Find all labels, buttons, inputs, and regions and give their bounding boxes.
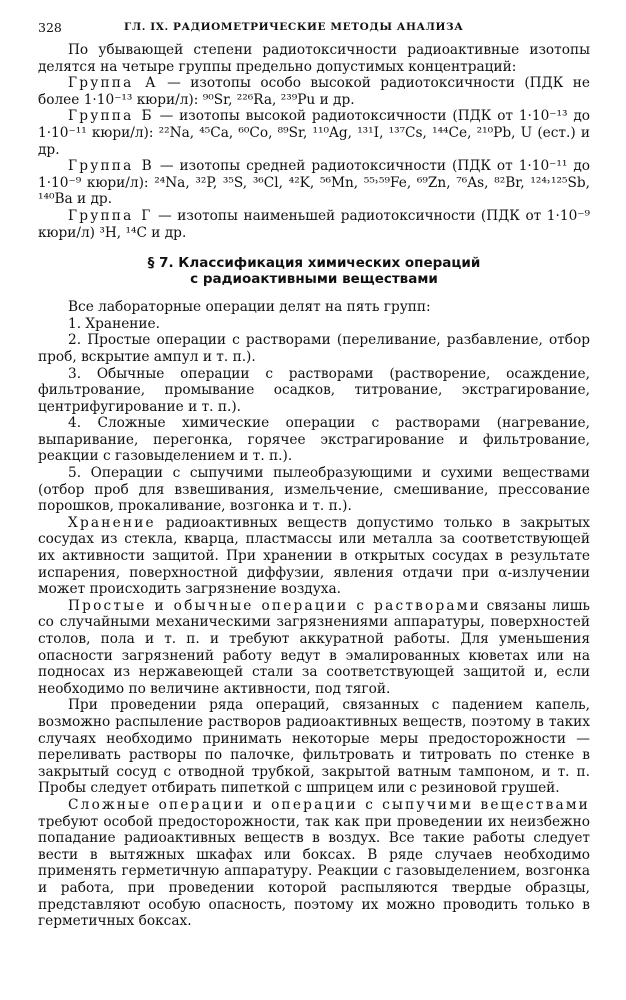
group-a-name: Группа А <box>68 75 158 92</box>
group-v: Группа В — изотопы средней радиотоксичности (ПДК от 1·10⁻¹¹ до 1·10⁻⁹ кюри/л): ²⁴Na, ³²P, ³⁵S, ³⁶Cl, ⁴²K, ⁵⁶Mn, ⁵⁵˒⁵⁹Fe, ⁶⁹Zn, ⁷⁶As, ⁸²Br, ¹²⁴˒¹²⁵Sb, ¹⁴⁰Ba и др. <box>38 158 591 208</box>
simple-ops-lead: Простые и обычные операции с растворами <box>68 597 481 614</box>
group-g-name: Группа Г <box>68 207 153 224</box>
section-heading <box>38 255 590 287</box>
group-b-text: изотопы высокой радиотоксичности (ПДК от 1·10⁻¹³ до 1·10⁻¹¹ кюри/л): ²²Na, ⁴⁵Ca, ⁶⁰Co, ⁸⁹Sr, ¹¹⁰Ag, ¹³¹I, ¹³⁷Cs, ¹⁴⁴Ce, ²¹⁰Pb, U (ест.) и др. <box>38 108 591 158</box>
simple-ops-text: связаны лишь со случайными механическими загрязнениями аппаратуры, поверхностей столов, пола и т. п. и требуют аккуратной работы. Для уменьшения опасности загрязнений работу ведут в эмалированных кюветах или на подносах из нержавеющей стали за соответствующей защитой и, если необходимо по величине активности, под тягой. <box>38 597 590 697</box>
storage-lead: Хранение <box>68 514 156 531</box>
storage-paragraph <box>38 515 590 598</box>
op-item-4: 4. Сложные химические операции с растворами (нагревание, выпаривание, перегонка, горячее экстрагирование и фильтрование, реакции с газовыделением и т. п.). <box>38 415 590 465</box>
op-item-5: 5. Операции с сыпучими пылеобразующими и сухими веществами (отбор проб для взвешивания, измельчение, смешивание, прессование порошков, прокаливание, возгонка и т. п.). <box>38 465 590 515</box>
group-g-text: изотопы наименьшей радиотоксичности (ПДК от 1·10⁻⁹ кюри/л) ³H, ¹⁴C и др. <box>38 207 590 241</box>
intro-paragraph: По убывающей степени радиотоксичности радиоактивные изотопы делятся на четыре группы предельно допустимых концентраций: <box>38 42 590 75</box>
section-title-line-2: с радиоактивными веществами <box>190 271 438 288</box>
running-title: ГЛ. IX. РАДИОМЕТРИЧЕСКИЕ МЕТОДЫ АНАЛИЗА <box>124 21 464 33</box>
ops-intro: Все лабораторные операции делят на пять групп: <box>68 299 431 316</box>
group-a-text: изотопы особо высокой радиотоксичности (ПДК не более 1·10⁻¹³ кюри/л): ⁹⁰Sr, ²²⁶Ra, ²³⁹Pu и др. <box>38 75 590 108</box>
op-item-2: 2. Простые операции с растворами (переливание, разбавление, отбор проб, вскрытие ампул и т. п.). <box>38 332 590 365</box>
drops-paragraph: При проведении ряда операций, связанных с падением капель, возможно распыление растворов радиоактивных веществ, поэтому в таких случаях необходимо принимать некоторые меры предосторожности — переливать растворы по палочке, фильтровать и титровать по стенке в закрытый сосуд с отводной трубкой, закрытой ватным тампоном, и т. п. Пробы следует отбирать пипеткой с шприцем или с резиновой грушей. <box>38 697 590 797</box>
section-title-line-1: § 7. Классификация химических операций <box>147 255 481 272</box>
book-page <box>38 18 590 930</box>
op-item-3: 3. Обычные операции с растворами (растворение, осаждение, фильтрование, промывание осадков, титрование, экстрагирование, центрифугирование и т. п.). <box>38 365 590 415</box>
complex-ops-paragraph <box>38 797 590 930</box>
group-v-text: изотопы средней радиотоксичности (ПДК от 1·10⁻¹¹ до 1·10⁻⁹ кюри/л): ²⁴Na, ³²P, ³⁵S, ³⁶Cl, ⁴²K, ⁵⁶Mn, ⁵⁵˒⁵⁹Fe, ⁶⁹Zn, ⁷⁶As, ⁸²Br, ¹²⁴˒¹²⁵Sb, ¹⁴⁰Ba и др. <box>38 158 591 208</box>
group-b-name: Группа Б <box>68 108 154 125</box>
complex-ops-lead: Сложные операции и операции с сыпучими веществами <box>68 796 590 813</box>
op-item-1: 1. Хранение. <box>68 315 160 332</box>
storage-text: радиоактивных веществ допустимо только в закрытых сосудах из стекла, кварца, пластмассы или металла за соответствующей их активности защитой. При хранении в открытых сосудах в результате испарения, поверхностной диффузии, явления отдачи при α-излучении может происходить загрязнение воздуха. <box>38 514 590 598</box>
simple-ops-paragraph <box>38 598 590 698</box>
group-v-name: Группа В <box>68 158 154 175</box>
running-header <box>38 18 590 42</box>
group-b: Группа Б — изотопы высокой радиотоксичности (ПДК от 1·10⁻¹³ до 1·10⁻¹¹ кюри/л): ²²Na, ⁴⁵Ca, ⁶⁰Co, ⁸⁹Sr, ¹¹⁰Ag, ¹³¹I, ¹³⁷Cs, ¹⁴⁴Ce, ²¹⁰Pb, U (ест.) и др. <box>38 108 591 158</box>
group-a: Группа А — изотопы особо высокой радиотоксичности (ПДК не более 1·10⁻¹³ кюри/л): ⁹⁰Sr, ²²⁶Ra, ²³⁹Pu и др. <box>38 75 590 108</box>
complex-ops-text: требуют особой предосторожности, так как при проведении их неизбежно попадание радиоактивных веществ в воздух. Все такие работы следует вести в вытяжных шкафах или боксах. В ряде случаев необходимо применять герметичную аппаратуру. Реакции с газовыделением, возгонка и работа, при проведении которой распыляются твердые образцы, представляют особую опасность, поэтому их можно проводить только в герметичных боксах. <box>38 813 590 930</box>
group-g: Группа Г — изотопы наименьшей радиотоксичности (ПДК от 1·10⁻⁹ кюри/л) ³H, ¹⁴C и др. <box>38 207 590 241</box>
page-number: 328 <box>38 20 62 35</box>
